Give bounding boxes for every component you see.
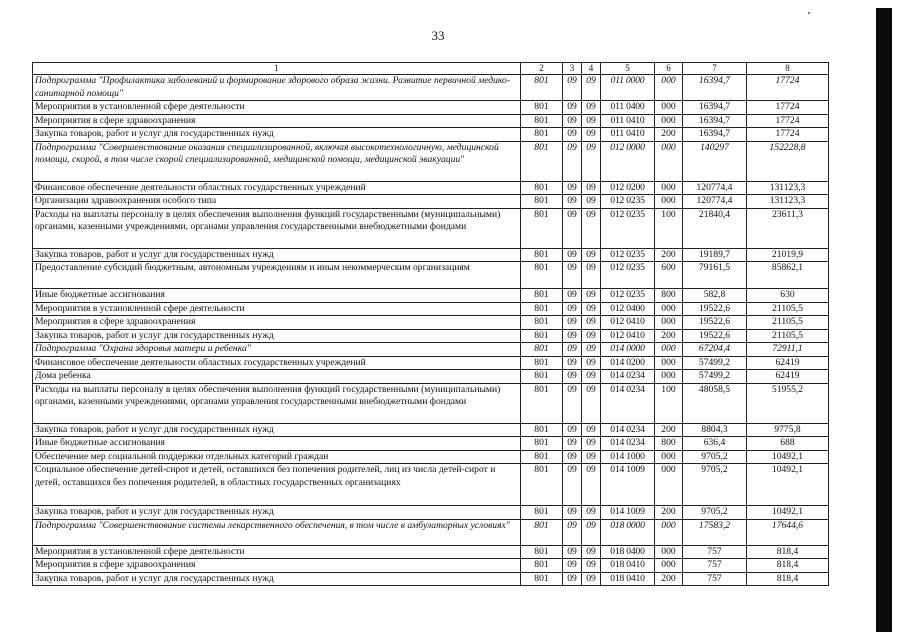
row-name-cell: Закупка товаров, работ и услуг для государственных нужд	[33, 572, 521, 586]
expense-type-cell: 000	[655, 356, 683, 370]
row-name-cell: Организации здравоохранения особого типа	[33, 195, 521, 209]
table-body	[33, 63, 829, 586]
subsection-code-cell: 09	[582, 572, 601, 586]
target-article-cell: 014 0200	[601, 356, 655, 370]
header-cell: 3	[563, 63, 582, 75]
amount-year-2-cell: 17644,6	[747, 519, 829, 545]
expense-type-cell: 000	[655, 464, 683, 506]
admin-code-cell: 801	[521, 559, 563, 573]
subsection-code-cell: 09	[582, 262, 601, 289]
section-code-cell: 09	[563, 519, 582, 545]
amount-year-1-cell: 19522,6	[683, 329, 747, 343]
subsection-code-cell: 09	[582, 370, 601, 384]
section-code-cell: 09	[563, 248, 582, 262]
row-name-cell: Мероприятия в установленной сфере деятельности	[33, 302, 521, 316]
target-article-cell: 011 0410	[601, 128, 655, 142]
amount-year-2-cell: 21105,5	[747, 329, 829, 343]
subsection-code-cell: 09	[582, 128, 601, 142]
admin-code-cell: 801	[521, 262, 563, 289]
row-name-cell: Мероприятия в установленной сфере деятельности	[33, 545, 521, 559]
row-name-cell: Мероприятия в сфере здравоохранения	[33, 559, 521, 573]
target-article-cell: 012 0235	[601, 195, 655, 209]
admin-code-cell: 801	[521, 329, 563, 343]
admin-code-cell: 801	[521, 383, 563, 423]
target-article-cell: 014 1000	[601, 450, 655, 464]
section-code-cell: 09	[563, 302, 582, 316]
amount-year-2-cell: 131123,3	[747, 181, 829, 195]
section-code-cell: 09	[563, 370, 582, 384]
amount-year-1-cell: 9705,2	[683, 464, 747, 506]
header-cell: 2	[521, 63, 563, 75]
amount-year-2-cell: 21019,9	[747, 248, 829, 262]
target-article-cell: 014 1009	[601, 506, 655, 520]
section-code-cell: 09	[563, 208, 582, 248]
table-row	[33, 208, 829, 248]
amount-year-1-cell: 582,8	[683, 289, 747, 303]
amount-year-1-cell: 19522,6	[683, 316, 747, 330]
amount-year-2-cell: 630	[747, 289, 829, 303]
expense-type-cell: 000	[655, 343, 683, 357]
amount-year-2-cell: 17724	[747, 114, 829, 128]
section-code-cell: 09	[563, 506, 582, 520]
row-name-cell: Дома ребенка	[33, 370, 521, 384]
amount-year-1-cell: 57499,2	[683, 356, 747, 370]
table-row	[33, 370, 829, 384]
amount-year-1-cell: 140297	[683, 141, 747, 181]
section-code-cell: 09	[563, 75, 582, 101]
expense-type-cell: 800	[655, 437, 683, 451]
table-row	[33, 75, 829, 101]
row-name-cell: Закупка товаров, работ и услуг для государственных нужд	[33, 248, 521, 262]
expense-type-cell: 200	[655, 572, 683, 586]
expense-type-cell: 200	[655, 248, 683, 262]
row-name-cell: Иные бюджетные ассигнования	[33, 437, 521, 451]
section-code-cell: 09	[563, 343, 582, 357]
expense-type-cell: 200	[655, 423, 683, 437]
amount-year-1-cell: 79161,5	[683, 262, 747, 289]
amount-year-2-cell: 9775,8	[747, 423, 829, 437]
admin-code-cell: 801	[521, 114, 563, 128]
section-code-cell: 09	[563, 316, 582, 330]
admin-code-cell: 801	[521, 75, 563, 101]
section-code-cell: 09	[563, 101, 582, 115]
admin-code-cell: 801	[521, 316, 563, 330]
target-article-cell: 011 0000	[601, 75, 655, 101]
amount-year-2-cell: 21105,5	[747, 316, 829, 330]
table-row	[33, 114, 829, 128]
table-header-row	[33, 63, 829, 75]
target-article-cell: 011 0400	[601, 101, 655, 115]
amount-year-2-cell: 17724	[747, 128, 829, 142]
section-code-cell: 09	[563, 128, 582, 142]
amount-year-2-cell: 17724	[747, 75, 829, 101]
subsection-code-cell: 09	[582, 329, 601, 343]
amount-year-2-cell: 17724	[747, 101, 829, 115]
row-name-cell: Социальное обеспечение детей-сирот и детей, оставшихся без попечения родителей, лиц из числа детей-сирот и детей, оставшихся без попечения родителей, в областных государственных организациях	[33, 464, 521, 506]
row-name-cell: Закупка товаров, работ и услуг для государственных нужд	[33, 329, 521, 343]
admin-code-cell: 801	[521, 370, 563, 384]
amount-year-1-cell: 21840,4	[683, 208, 747, 248]
amount-year-1-cell: 16394,7	[683, 128, 747, 142]
amount-year-1-cell: 9705,2	[683, 506, 747, 520]
admin-code-cell: 801	[521, 464, 563, 506]
expense-type-cell: 600	[655, 262, 683, 289]
amount-year-2-cell: 818,4	[747, 559, 829, 573]
subsection-code-cell: 09	[582, 383, 601, 423]
table-row	[33, 572, 829, 586]
admin-code-cell: 801	[521, 506, 563, 520]
expense-type-cell: 000	[655, 141, 683, 181]
row-name-cell: Подпрограмма "Охрана здоровья матери и ребенка"	[33, 343, 521, 357]
amount-year-2-cell: 818,4	[747, 572, 829, 586]
target-article-cell: 018 0400	[601, 545, 655, 559]
expense-type-cell: 000	[655, 519, 683, 545]
amount-year-2-cell: 21105,5	[747, 302, 829, 316]
header-cell: 7	[683, 63, 747, 75]
target-article-cell: 014 0000	[601, 343, 655, 357]
expense-type-cell: 100	[655, 208, 683, 248]
expense-type-cell: 000	[655, 181, 683, 195]
expense-type-cell: 000	[655, 195, 683, 209]
scan-speck	[808, 12, 810, 14]
subsection-code-cell: 09	[582, 101, 601, 115]
amount-year-1-cell: 8804,3	[683, 423, 747, 437]
target-article-cell: 018 0410	[601, 559, 655, 573]
expense-type-cell: 000	[655, 370, 683, 384]
amount-year-2-cell: 51955,2	[747, 383, 829, 423]
expense-type-cell: 100	[655, 383, 683, 423]
table-row	[33, 383, 829, 423]
target-article-cell: 012 0200	[601, 181, 655, 195]
row-name-cell: Расходы на выплаты персоналу в целях обеспечения выполнения функций государственными (муниципальными) органами, казенными учреждениями, органами управления государственными внебюджетными фондами	[33, 208, 521, 248]
row-name-cell: Обеспечение мер социальной поддержки отдельных категорий граждан	[33, 450, 521, 464]
admin-code-cell: 801	[521, 343, 563, 357]
admin-code-cell: 801	[521, 356, 563, 370]
subsection-code-cell: 09	[582, 114, 601, 128]
amount-year-1-cell: 17583,2	[683, 519, 747, 545]
subsection-code-cell: 09	[582, 195, 601, 209]
subsection-code-cell: 09	[582, 316, 601, 330]
subsection-code-cell: 09	[582, 450, 601, 464]
subsection-code-cell: 09	[582, 181, 601, 195]
admin-code-cell: 801	[521, 519, 563, 545]
admin-code-cell: 801	[521, 572, 563, 586]
target-article-cell: 012 0235	[601, 289, 655, 303]
admin-code-cell: 801	[521, 208, 563, 248]
amount-year-2-cell: 131123,3	[747, 195, 829, 209]
section-code-cell: 09	[563, 114, 582, 128]
table-row	[33, 248, 829, 262]
row-name-cell: Подпрограмма "Совершенствование оказания специализированной, включая высокотехнологичную, медицинской помощи, скорой, в том числе скорой специализированной, медицинской помощи, медицинской эвакуации"	[33, 141, 521, 181]
row-name-cell: Предоставление субсидий бюджетным, автономным учреждениям и иным некоммерческим организациям	[33, 262, 521, 289]
table-row	[33, 195, 829, 209]
budget-table	[32, 62, 829, 586]
section-code-cell: 09	[563, 423, 582, 437]
table-row	[33, 423, 829, 437]
amount-year-2-cell: 152228,8	[747, 141, 829, 181]
table-row	[33, 545, 829, 559]
admin-code-cell: 801	[521, 128, 563, 142]
target-article-cell: 012 0235	[601, 262, 655, 289]
subsection-code-cell: 09	[582, 248, 601, 262]
table-row	[33, 329, 829, 343]
section-code-cell: 09	[563, 545, 582, 559]
target-article-cell: 014 1009	[601, 464, 655, 506]
table-row	[33, 181, 829, 195]
target-article-cell: 012 0400	[601, 302, 655, 316]
table-row	[33, 450, 829, 464]
subsection-code-cell: 09	[582, 289, 601, 303]
admin-code-cell: 801	[521, 101, 563, 115]
expense-type-cell: 200	[655, 128, 683, 142]
table-row	[33, 519, 829, 545]
target-article-cell: 014 0234	[601, 370, 655, 384]
subsection-code-cell: 09	[582, 356, 601, 370]
table-row	[33, 302, 829, 316]
admin-code-cell: 801	[521, 437, 563, 451]
amount-year-1-cell: 120774,4	[683, 181, 747, 195]
expense-type-cell: 000	[655, 559, 683, 573]
section-code-cell: 09	[563, 559, 582, 573]
target-article-cell: 018 0410	[601, 572, 655, 586]
section-code-cell: 09	[563, 289, 582, 303]
expense-type-cell: 000	[655, 545, 683, 559]
admin-code-cell: 801	[521, 545, 563, 559]
section-code-cell: 09	[563, 262, 582, 289]
amount-year-1-cell: 19522,6	[683, 302, 747, 316]
section-code-cell: 09	[563, 141, 582, 181]
expense-type-cell: 000	[655, 114, 683, 128]
row-name-cell: Закупка товаров, работ и услуг для государственных нужд	[33, 128, 521, 142]
section-code-cell: 09	[563, 572, 582, 586]
target-article-cell: 011 0410	[601, 114, 655, 128]
section-code-cell: 09	[563, 181, 582, 195]
table-row	[33, 559, 829, 573]
section-code-cell: 09	[563, 437, 582, 451]
target-article-cell: 014 0234	[601, 383, 655, 423]
admin-code-cell: 801	[521, 450, 563, 464]
row-name-cell: Закупка товаров, работ и услуг для государственных нужд	[33, 506, 521, 520]
table-row	[33, 356, 829, 370]
amount-year-2-cell: 62419	[747, 370, 829, 384]
section-code-cell: 09	[563, 195, 582, 209]
target-article-cell: 012 0235	[601, 208, 655, 248]
amount-year-2-cell: 23611,3	[747, 208, 829, 248]
expense-type-cell: 000	[655, 450, 683, 464]
expense-type-cell: 000	[655, 316, 683, 330]
subsection-code-cell: 09	[582, 519, 601, 545]
expense-type-cell: 200	[655, 506, 683, 520]
amount-year-1-cell: 16394,7	[683, 75, 747, 101]
target-article-cell: 018 0000	[601, 519, 655, 545]
target-article-cell: 012 0410	[601, 316, 655, 330]
row-name-cell: Иные бюджетные ассигнования	[33, 289, 521, 303]
admin-code-cell: 801	[521, 248, 563, 262]
section-code-cell: 09	[563, 356, 582, 370]
subsection-code-cell: 09	[582, 545, 601, 559]
section-code-cell: 09	[563, 464, 582, 506]
admin-code-cell: 801	[521, 141, 563, 181]
row-name-cell: Мероприятия в сфере здравоохранения	[33, 114, 521, 128]
target-article-cell: 014 0234	[601, 423, 655, 437]
target-article-cell: 012 0235	[601, 248, 655, 262]
table-row	[33, 141, 829, 181]
section-code-cell: 09	[563, 329, 582, 343]
row-name-cell: Расходы на выплаты персоналу в целях обеспечения выполнения функций государственными (муниципальными) органами, казенными учреждениями, органами управления государственными внебюджетными фондами	[33, 383, 521, 423]
row-name-cell: Подпрограмма "Профилактика заболеваний и формирование здорового образа жизни. Развитие первичной медико-санитарной помощи"	[33, 75, 521, 101]
amount-year-1-cell: 636,4	[683, 437, 747, 451]
amount-year-2-cell: 688	[747, 437, 829, 451]
row-name-cell: Мероприятия в сфере здравоохранения	[33, 316, 521, 330]
admin-code-cell: 801	[521, 195, 563, 209]
amount-year-1-cell: 16394,7	[683, 101, 747, 115]
amount-year-1-cell: 57499,2	[683, 370, 747, 384]
table-row	[33, 262, 829, 289]
subsection-code-cell: 09	[582, 343, 601, 357]
amount-year-2-cell: 72911,1	[747, 343, 829, 357]
expense-type-cell: 000	[655, 302, 683, 316]
amount-year-2-cell: 10492,1	[747, 450, 829, 464]
amount-year-1-cell: 757	[683, 572, 747, 586]
table-row	[33, 316, 829, 330]
amount-year-1-cell: 757	[683, 545, 747, 559]
table-row	[33, 101, 829, 115]
amount-year-1-cell: 757	[683, 559, 747, 573]
table-row	[33, 506, 829, 520]
amount-year-2-cell: 10492,1	[747, 506, 829, 520]
amount-year-2-cell: 818,4	[747, 545, 829, 559]
table-row	[33, 437, 829, 451]
amount-year-1-cell: 48058,5	[683, 383, 747, 423]
scan-edge-bar	[876, 8, 892, 632]
header-cell: 1	[33, 63, 521, 75]
subsection-code-cell: 09	[582, 437, 601, 451]
target-article-cell: 012 0410	[601, 329, 655, 343]
amount-year-1-cell: 67204,4	[683, 343, 747, 357]
admin-code-cell: 801	[521, 289, 563, 303]
section-code-cell: 09	[563, 450, 582, 464]
table-row	[33, 289, 829, 303]
admin-code-cell: 801	[521, 302, 563, 316]
admin-code-cell: 801	[521, 181, 563, 195]
amount-year-1-cell: 19189,7	[683, 248, 747, 262]
amount-year-2-cell: 85862,1	[747, 262, 829, 289]
header-cell: 8	[747, 63, 829, 75]
section-code-cell: 09	[563, 383, 582, 423]
amount-year-1-cell: 120774,4	[683, 195, 747, 209]
subsection-code-cell: 09	[582, 75, 601, 101]
subsection-code-cell: 09	[582, 506, 601, 520]
row-name-cell: Финансовое обеспечение деятельности областных государственных учреждений	[33, 356, 521, 370]
subsection-code-cell: 09	[582, 423, 601, 437]
row-name-cell: Закупка товаров, работ и услуг для государственных нужд	[33, 423, 521, 437]
expense-type-cell: 000	[655, 101, 683, 115]
amount-year-1-cell: 9705,2	[683, 450, 747, 464]
table-row	[33, 343, 829, 357]
subsection-code-cell: 09	[582, 464, 601, 506]
target-article-cell: 012 0000	[601, 141, 655, 181]
header-cell: 6	[655, 63, 683, 75]
header-cell: 4	[582, 63, 601, 75]
header-cell: 5	[601, 63, 655, 75]
expense-type-cell: 200	[655, 329, 683, 343]
row-name-cell: Финансовое обеспечение деятельности областных государственных учреждений	[33, 181, 521, 195]
subsection-code-cell: 09	[582, 302, 601, 316]
subsection-code-cell: 09	[582, 559, 601, 573]
amount-year-1-cell: 16394,7	[683, 114, 747, 128]
page-number: 33	[431, 28, 445, 43]
table-row	[33, 464, 829, 506]
subsection-code-cell: 09	[582, 208, 601, 248]
amount-year-2-cell: 62419	[747, 356, 829, 370]
subsection-code-cell: 09	[582, 141, 601, 181]
admin-code-cell: 801	[521, 423, 563, 437]
expense-type-cell: 800	[655, 289, 683, 303]
row-name-cell: Подпрограмма "Совершенствование системы лекарственного обеспечения, в том числе в амбулаторных условиях"	[33, 519, 521, 545]
expense-type-cell: 000	[655, 75, 683, 101]
table-row	[33, 128, 829, 142]
amount-year-2-cell: 10492,1	[747, 464, 829, 506]
row-name-cell: Мероприятия в установленной сфере деятельности	[33, 101, 521, 115]
target-article-cell: 014 0234	[601, 437, 655, 451]
